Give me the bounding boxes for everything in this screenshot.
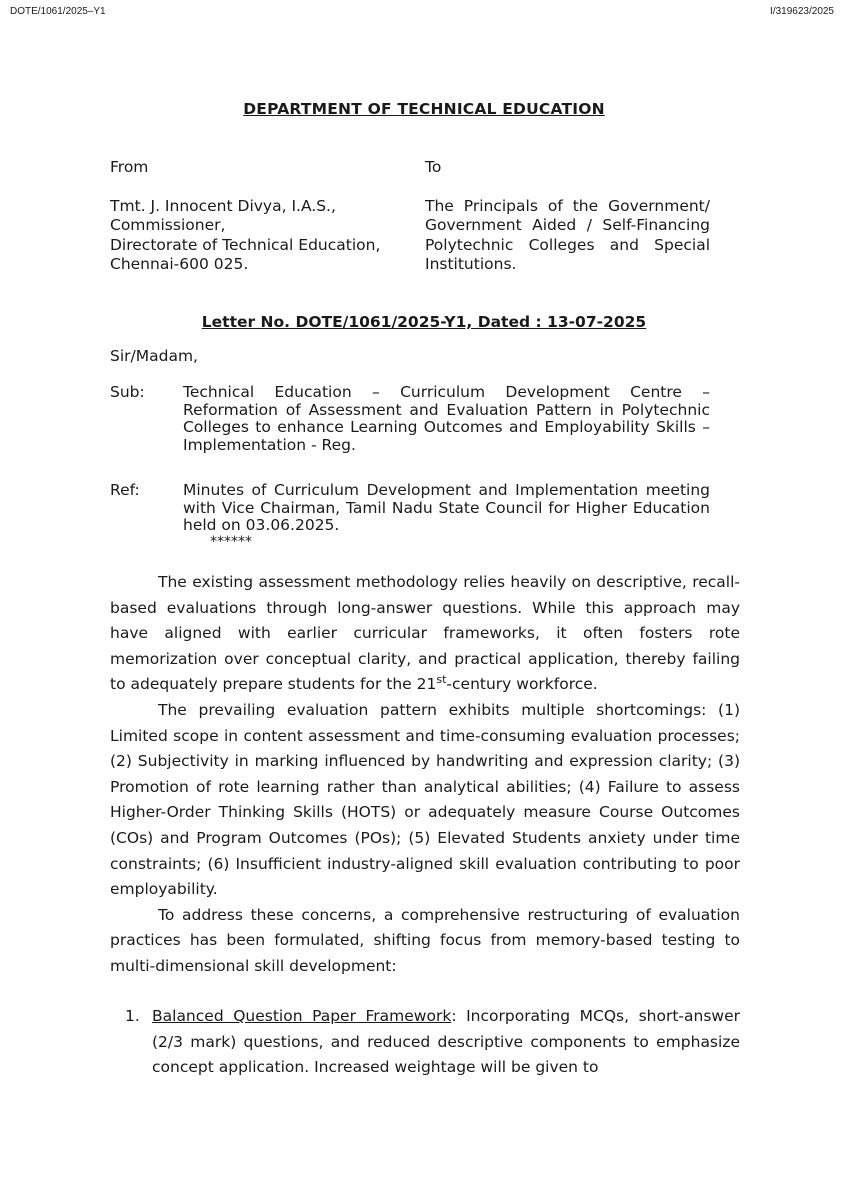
subject-text: Technical Education – Curriculum Development Centre – Reformation of Assessment and Evaluation Pattern in Polytechnic Colleges to enhance Learning Outcomes and Employability Skills – Implementation - Reg. (183, 383, 710, 454)
from-line: Directorate of Technical Education, (110, 235, 381, 254)
from-line: Chennai-600 025. (110, 255, 249, 273)
paragraph-1-superscript: st (436, 673, 447, 687)
file-reference-left: DOTE/1061/2025–Y1 (10, 6, 106, 17)
from-block (110, 158, 400, 275)
letter-body (110, 570, 740, 980)
list-item-body (152, 1004, 740, 1081)
from-label: From (110, 158, 149, 176)
to-address: The Principals of the Government/ Government Aided / Self-Financing Polytechnic Colleges and Special Institutions. (425, 196, 710, 273)
paragraph-1-tail: -century workforce. (446, 675, 598, 694)
to-label: To (425, 158, 442, 176)
letter-number: Letter No. DOTE/1061/2025-Y1, Dated : 13-07-2025 (201, 313, 647, 331)
paragraph-2: The prevailing evaluation pattern exhibits multiple shortcomings: (1) Limited scope in content assessment and time-consuming evaluation processes; (2) Subjectivity in marking influenced by handwriting and expression clarity; (3) Promotion of rote learning rather than analytical abilities; (4) Failure to assess Higher-Order Thinking Skills (HOTS) or adequately measure Course Outcomes (COs) and Program Outcomes (POs); (5) Elevated Students anxiety under time constraints; (6) Insufficient industry-aligned skill evaluation contributing to poor employability. (110, 700, 740, 899)
paragraph-1 (110, 570, 740, 698)
paragraph-3: To address these concerns, a comprehensive restructuring of evaluation practices has been formulated, shifting focus from memory-based testing to multi-dimensional skill development: (110, 905, 740, 975)
list-item-heading: Balanced Question Paper Framework (152, 1007, 452, 1025)
to-block (425, 158, 710, 275)
measures-list (110, 1004, 740, 1081)
list-item (110, 1004, 740, 1081)
department-title: DEPARTMENT OF TECHNICAL EDUCATION (243, 100, 605, 118)
file-reference-right: I/319623/2025 (770, 6, 834, 17)
list-item-number: 1. (125, 1007, 140, 1025)
list-item-text: : Incorporating MCQs, short-answer (2/3 mark) questions, and reduced descriptive components to emphasize concept application. Increased weightage will be given to (152, 1007, 741, 1077)
salutation: Sir/Madam, (110, 347, 198, 365)
reference-text: Minutes of Curriculum Development and Implementation meeting with Vice Chairman, Tamil Nadu State Council for Higher Education held on 03.06.2025. (183, 481, 710, 534)
from-line: Commissioner, (110, 216, 226, 234)
section-separator: ****** (210, 534, 252, 550)
subject-label: Sub: (110, 383, 145, 401)
from-line: Tmt. J. Innocent Divya, I.A.S., (110, 196, 336, 215)
reference-label: Ref: (110, 481, 140, 499)
paragraph-1-text: The existing assessment methodology relies heavily on descriptive, recall-based evaluations through long-answer questions. While this approach may have aligned with earlier curricular frameworks, it often fosters rote memorization over conceptual clarity, and practical application, thereby failing to adequately prepare students for the 21 (110, 573, 740, 694)
